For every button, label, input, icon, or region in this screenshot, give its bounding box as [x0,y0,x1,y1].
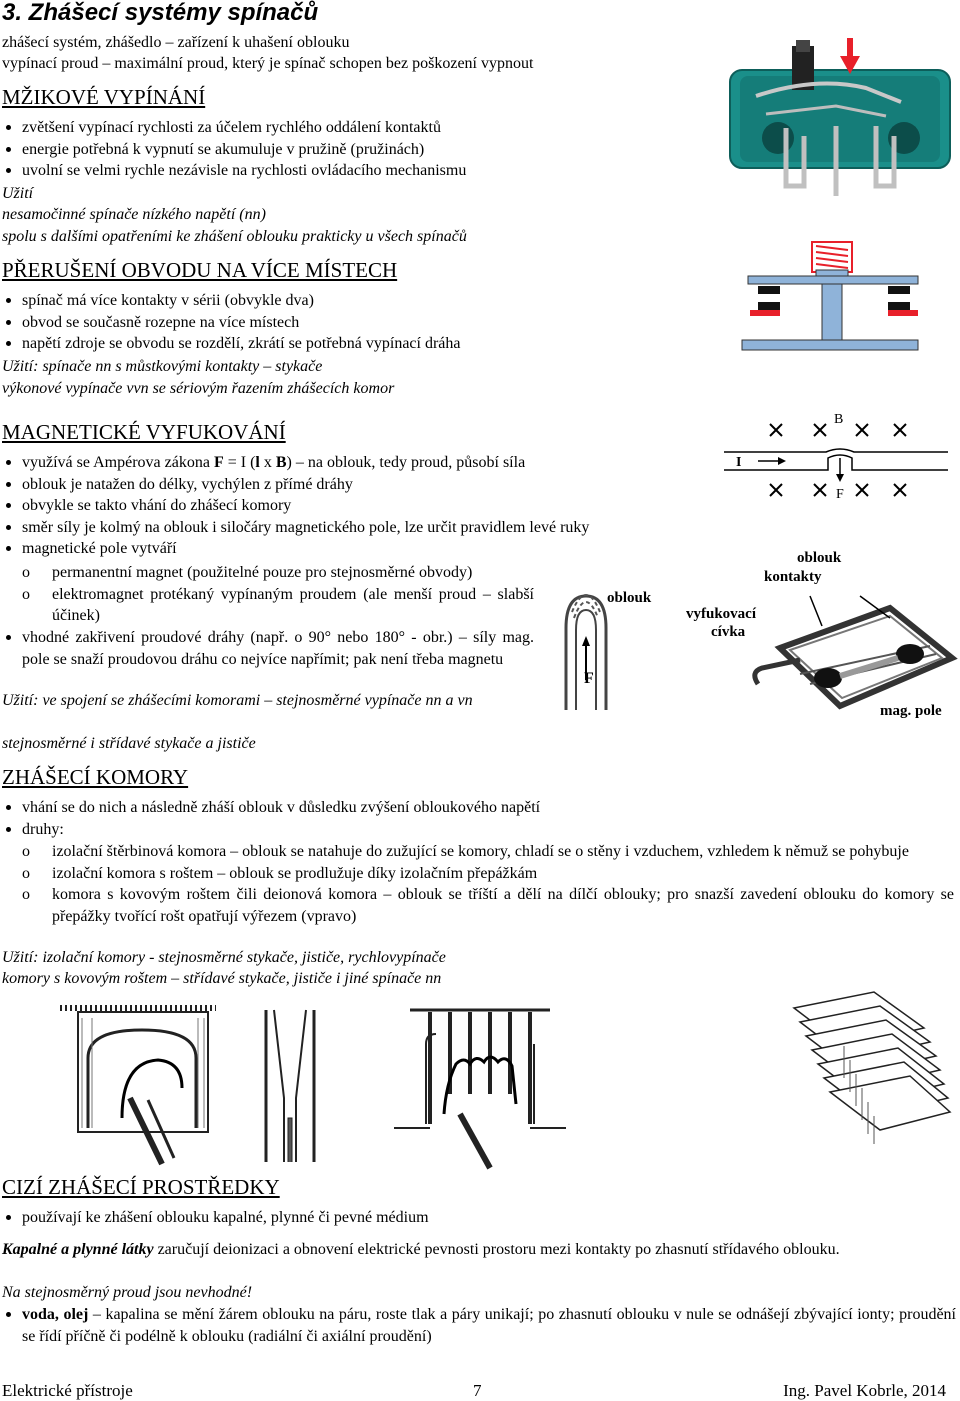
text: – kapalina se mění žárem oblouku na páru, roste tlak a páry unikají; po zhasnutí oblouku v nule se odnášejí zbývající ionty; proudění se řídí příčně či podélně k oblouku (radiální či axiální proudění) [22,1306,957,1345]
s5-warning: Na stejnosměrný proud jsou nevhodné! [2,1284,253,1301]
label-F: F [836,487,844,502]
s3-subitems [0,562,534,627]
list-item: o izolační komora s roštem – oblouk se prodlužuje díky izolačním přepážkám [0,863,954,885]
text: = I ( [223,454,256,471]
s4-use-line-1 [2,947,446,969]
intro-line-2: vypínací proud – maximální proud, který je spínač schopen bez poškození vypnout [2,55,534,72]
text: x [259,454,276,471]
list-item: vhodné zakřivení proudové dráhy (např. o 90° nebo 180° - obr.) – síly mag. pole se snaží proudovou dráhu co nejvíce napřímit; pak není třeba magnetu [0,627,534,670]
list-item: oblouk je natažen do délky, vychýlen z přímé dráhy [0,474,700,496]
label-B: B [834,412,844,427]
s2-bullets [0,290,700,355]
s4-bullets [0,797,956,840]
footer-right: Ing. Pavel Kobrle, 2014 [783,1381,946,1400]
s4-use-line-2: komory s kovovým roštem – střídavé stykače, jističe i jiné spínače nn [2,970,442,987]
s2-use-line-2: výkonové vypínače vvn se sériovým řazením zhášecích komor [2,380,395,397]
intro-line-1: zhášecí systém, zhášedlo – zařízení k uhašení oblouku [2,34,350,51]
s1-use-line-2: spolu s dalšími opatřeními ke zhášení oblouku prakticky u všech spínačů [2,228,467,245]
list-item: obvod se současně rozepne na více místech [0,312,700,334]
s2-use-line-1 [2,356,322,378]
heading-mzikove-vypinani: MŽIKOVÉ VYPÍNÁNÍ [2,85,206,109]
s3-use-label: Užití [2,692,34,709]
s1-use-line-1: nesamočinné spínače nízkého napětí (nn) [2,206,266,223]
heading-zhaseci-komory: ZHÁŠECÍ KOMORY [2,765,189,789]
emphasis: Kapalné a plynné látky [2,1241,154,1258]
s4-use-label: Užití [2,949,34,966]
list-item: druhy: [0,819,956,841]
list-item: uvolní se velmi rychle nezávisle na rychlosti ovládacího mechanismu [0,160,700,182]
s3-bullets-a [0,452,700,560]
tapered-slot-diagram [260,1008,320,1164]
symbol-l: l [255,454,260,471]
s2-use-label: Užití [2,358,34,375]
list-item [0,452,700,474]
slot-chamber-diagram [58,998,226,1166]
list-item: o komora s kovovým roštem čili deionová komora – oblouk se tříští a dělí na dílčí oblouky; pro snazší zavedení oblouku do komory se přepážky tvořící rošt opatřují výřezem (vpravo) [0,884,954,927]
s3-use-text [2,690,534,712]
s1-bullets [0,117,700,182]
double-break-diagram [740,240,930,352]
list-item: energie potřebná k vypnutí se akumuluje v pružině (pružinách) [0,139,700,161]
page-title: 3. Zhášecí systémy spínačů [2,0,319,26]
text: ) – na oblouk, tedy proud, působí síla [286,454,526,471]
footer-page-number: 7 [473,1381,482,1400]
s5-bullets-a [0,1207,956,1229]
footer-left: Elektrické přístroje [2,1381,133,1400]
label-blow-oblouk: oblouk [797,550,842,566]
emphasis: voda, olej [22,1306,89,1323]
list-item: o elektromagnet protékaný vypínaným proudem (ale menší proud – slabší účinek) [0,584,534,627]
grid-chamber-diagram [390,1004,570,1170]
label-blow-vyfukovaci: vyfukovací [686,606,757,622]
text: : izolační komory - stejnosměrné stykače, jističe, rychlovypínače [33,949,446,966]
s3-use-line-2: stejnosměrné i střídavé stykače a jističe [2,735,256,752]
label-blow-kontakty: kontakty [764,569,822,585]
s5-paragraph [2,1239,954,1261]
symbol-F: F [213,454,224,471]
list-item [0,1304,956,1347]
list-item: směr síly je kolmý na oblouk i siločáry magnetického pole, lze určit pravidlem levé ruky [0,517,700,539]
symbol-B: B [275,454,287,471]
deion-chamber-image [774,988,954,1148]
text: zaručují deionizaci a obnovení elektrické pevnosti prostoru mezi kontakty po zhasnutí střídavého oblouku. [153,1241,840,1258]
list-item: zvětšení vypínací rychlosti za účelem rychlého oddálení kontaktů [0,117,700,139]
list-item: magnetické pole vytváří [0,538,700,560]
heading-cizi-zhaseci-prostredky: CIZÍ ZHÁŠECÍ PROSTŘEDKY [2,1175,280,1199]
list-item: vhání se do nich a následně zháší oblouk v důsledku zvýšení obloukového napětí [0,797,956,819]
s2-use-text: : spínače nn s můstkovými kontakty – stykače [33,358,323,375]
label-curve-oblouk: oblouk [607,590,652,606]
s3-bullets-b [0,627,534,670]
label-curve-F: F [584,670,594,687]
s5-bullets-b [0,1304,956,1347]
list-item: obvykle se takto vhání do zhášecí komory [0,495,700,517]
text: : ve spojení se zhášecími komorami – stejnosměrné vypínače nn a vn [33,692,473,709]
s4-subitems [0,841,954,927]
heading-preruseni-obvodu: PŘERUŠENÍ OBVODU NA VÍCE MÍSTECH [2,258,398,282]
list-item: používají ke zhášení oblouku kapalné, plynné či pevné médium [0,1207,956,1229]
list-item: o permanentní magnet (použitelné pouze pro stejnosměrné obvody) [0,562,534,584]
list-item: o izolační štěrbinová komora – oblouk se natahuje do zužující se komory, chladí se o stěny i vzduchem, vzhledem k němuž se pohybuje [0,841,954,863]
list-item: napětí zdroje se obvodu se rozdělí, zkrátí se potřebná vypínací dráha [0,333,700,355]
text: využívá se Ampérova zákona [22,454,214,471]
list-item: spínač má více kontakty v sérii (obvykle dva) [0,290,700,312]
label-blow-magpole: mag. pole [880,703,942,719]
s1-use-label: Užití [2,185,34,202]
heading-magneticke-vyfukovani: MAGNETICKÉ VYFUKOVÁNÍ [2,420,286,444]
label-I: I [736,455,742,470]
microswitch-image [726,36,956,204]
label-blow-civka: cívka [711,624,746,640]
